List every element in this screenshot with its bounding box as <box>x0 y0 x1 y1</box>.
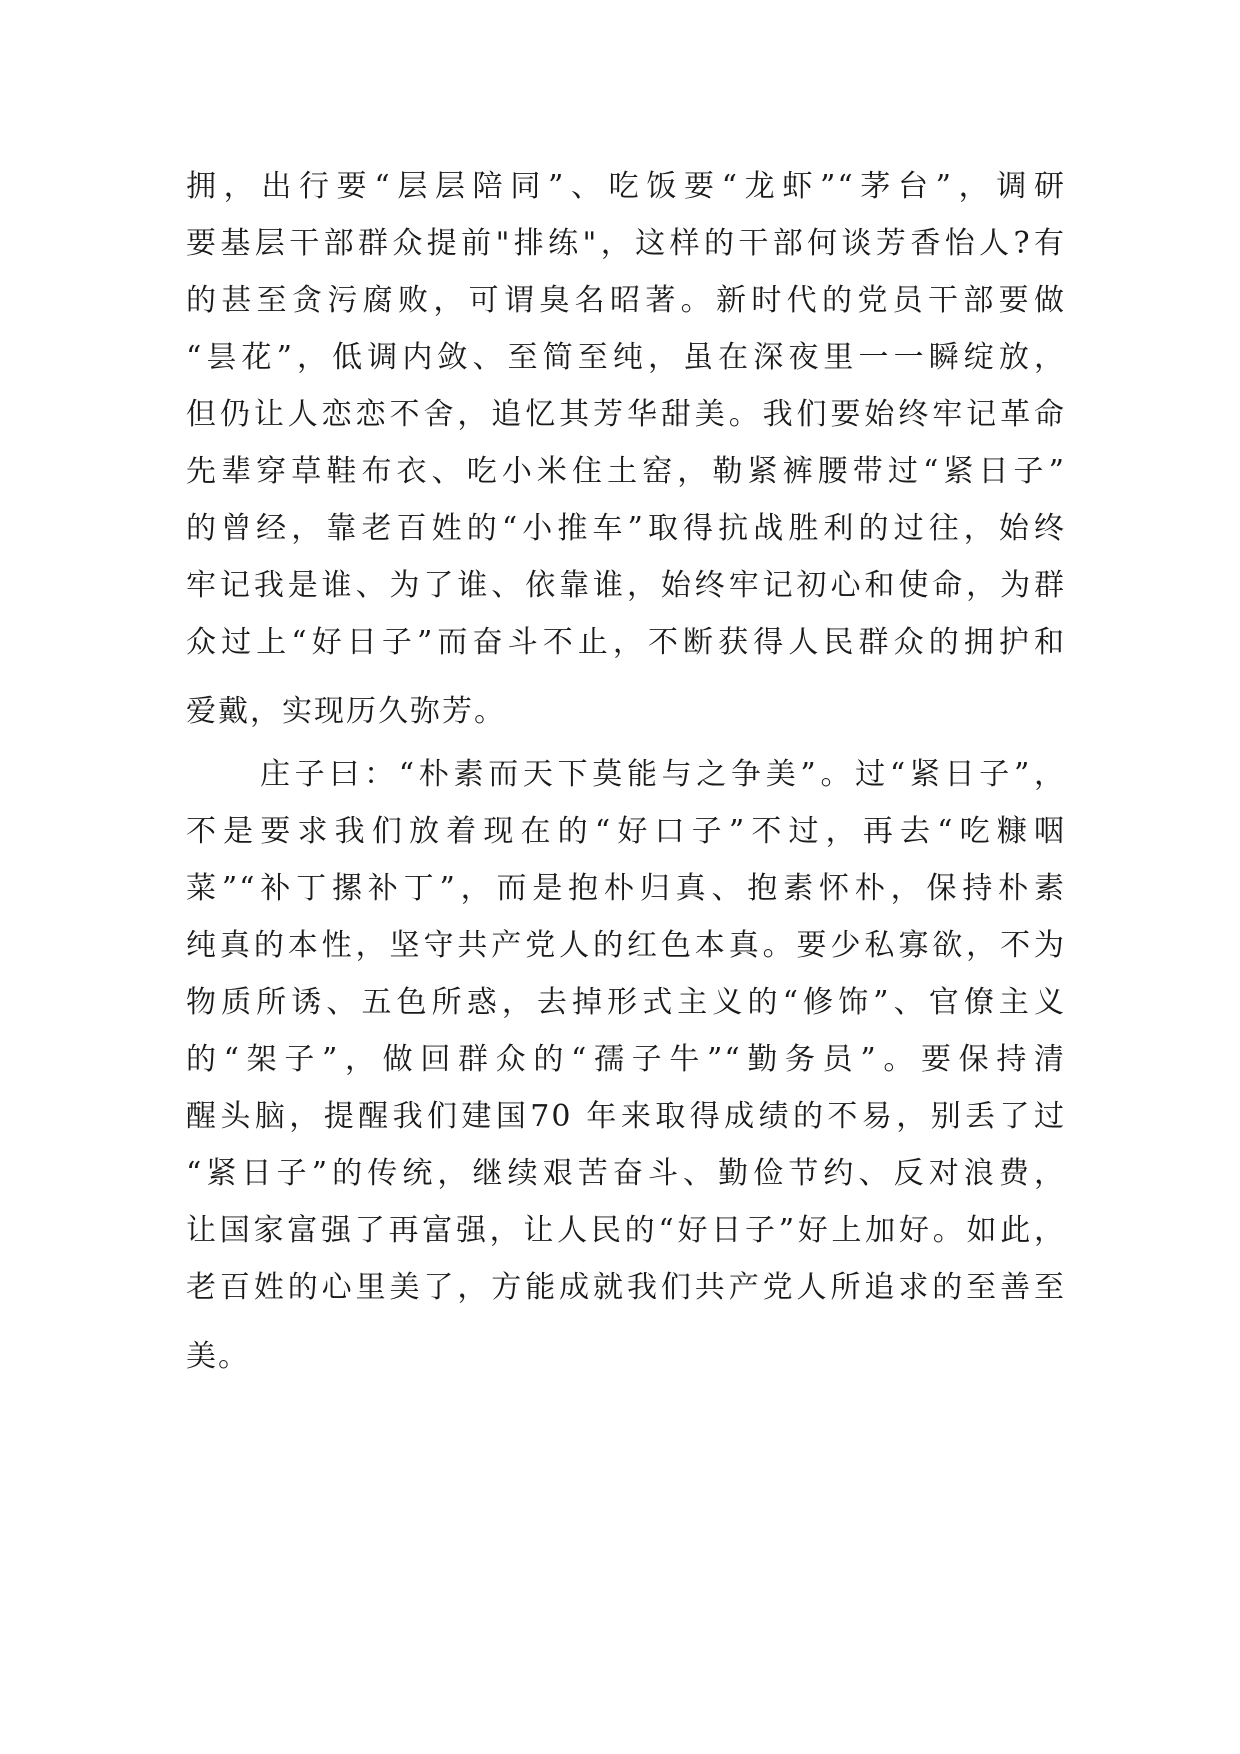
paragraph-line: 牢记我是谁、为了谁、依靠谁，始终牢记初心和使命，为群 <box>186 568 1066 603</box>
paragraph-line: 让国家富强了再富强，让人民的“好日子”好上加好。如此， <box>186 1213 1066 1248</box>
paragraph-1 <box>186 158 1066 740</box>
paragraph-line: 纯真的本性，坚守共产党人的红色本真。要少私寡欲，不为 <box>186 928 1066 963</box>
paragraph-line: 物质所诱、五色所惑，去掉形式主义的“修饰”、官僚主义 <box>186 985 1066 1020</box>
paragraph-line: 的“架子”，做回群众的“孺子牛”“勤务员”。要保持清 <box>186 1042 1066 1077</box>
paragraph-line: 众过上“好日子”而奋斗不止，不断获得人民群众的拥护和 <box>186 625 1066 660</box>
paragraph-line: 拥，出行要“层层陪同”、吃饭要“龙虾”“茅台”，调研 <box>186 169 1066 204</box>
paragraph-line: 醒头脑，提醒我们建国70 年来取得成绩的不易，别丢了过 <box>186 1099 1066 1134</box>
paragraph-line: 庄子曰：“朴素而天下莫能与之争美”。过“紧日子”， <box>260 757 1066 792</box>
paragraph-line: 的甚至贪污腐败，可谓臭名昭著。新时代的党员干部要做 <box>186 283 1066 318</box>
paragraph-line: “昙花”，低调内敛、至简至纯，虽在深夜里一一瞬绽放， <box>186 340 1066 375</box>
paragraph-line: 不是要求我们放着现在的“好口子”不过，再去“吃糠咽 <box>186 814 1066 849</box>
paragraph-line: 但仍让人恋恋不舍，追忆其芳华甜美。我们要始终牢记革命 <box>186 397 1066 432</box>
paragraph-line: 的曾经，靠老百姓的“小推车”取得抗战胜利的过往，始终 <box>186 511 1066 546</box>
paragraph-line: “紧日子”的传统，继续艰苦奋斗、勤俭节约、反对浪费， <box>186 1156 1066 1191</box>
paragraph-line: 先辈穿草鞋布衣、吃小米住土窑，勒紧裤腰带过“紧日子” <box>186 454 1066 489</box>
paragraph-line: 老百姓的心里美了，方能成就我们共产党人所追求的至善至 <box>186 1270 1066 1305</box>
paragraph-line: 菜”“补丁摞补丁”，而是抱朴归真、抱素怀朴，保持朴素 <box>186 871 1066 906</box>
paragraph-line: 要基层干部群众提前"排练"，这样的干部何谈芳香怡人?有 <box>186 226 1066 261</box>
paragraph-line: 美。 <box>186 1339 250 1374</box>
paragraph-line: 爱戴，实现历久弥芳。 <box>186 694 506 729</box>
paragraph-2 <box>186 746 1066 1385</box>
